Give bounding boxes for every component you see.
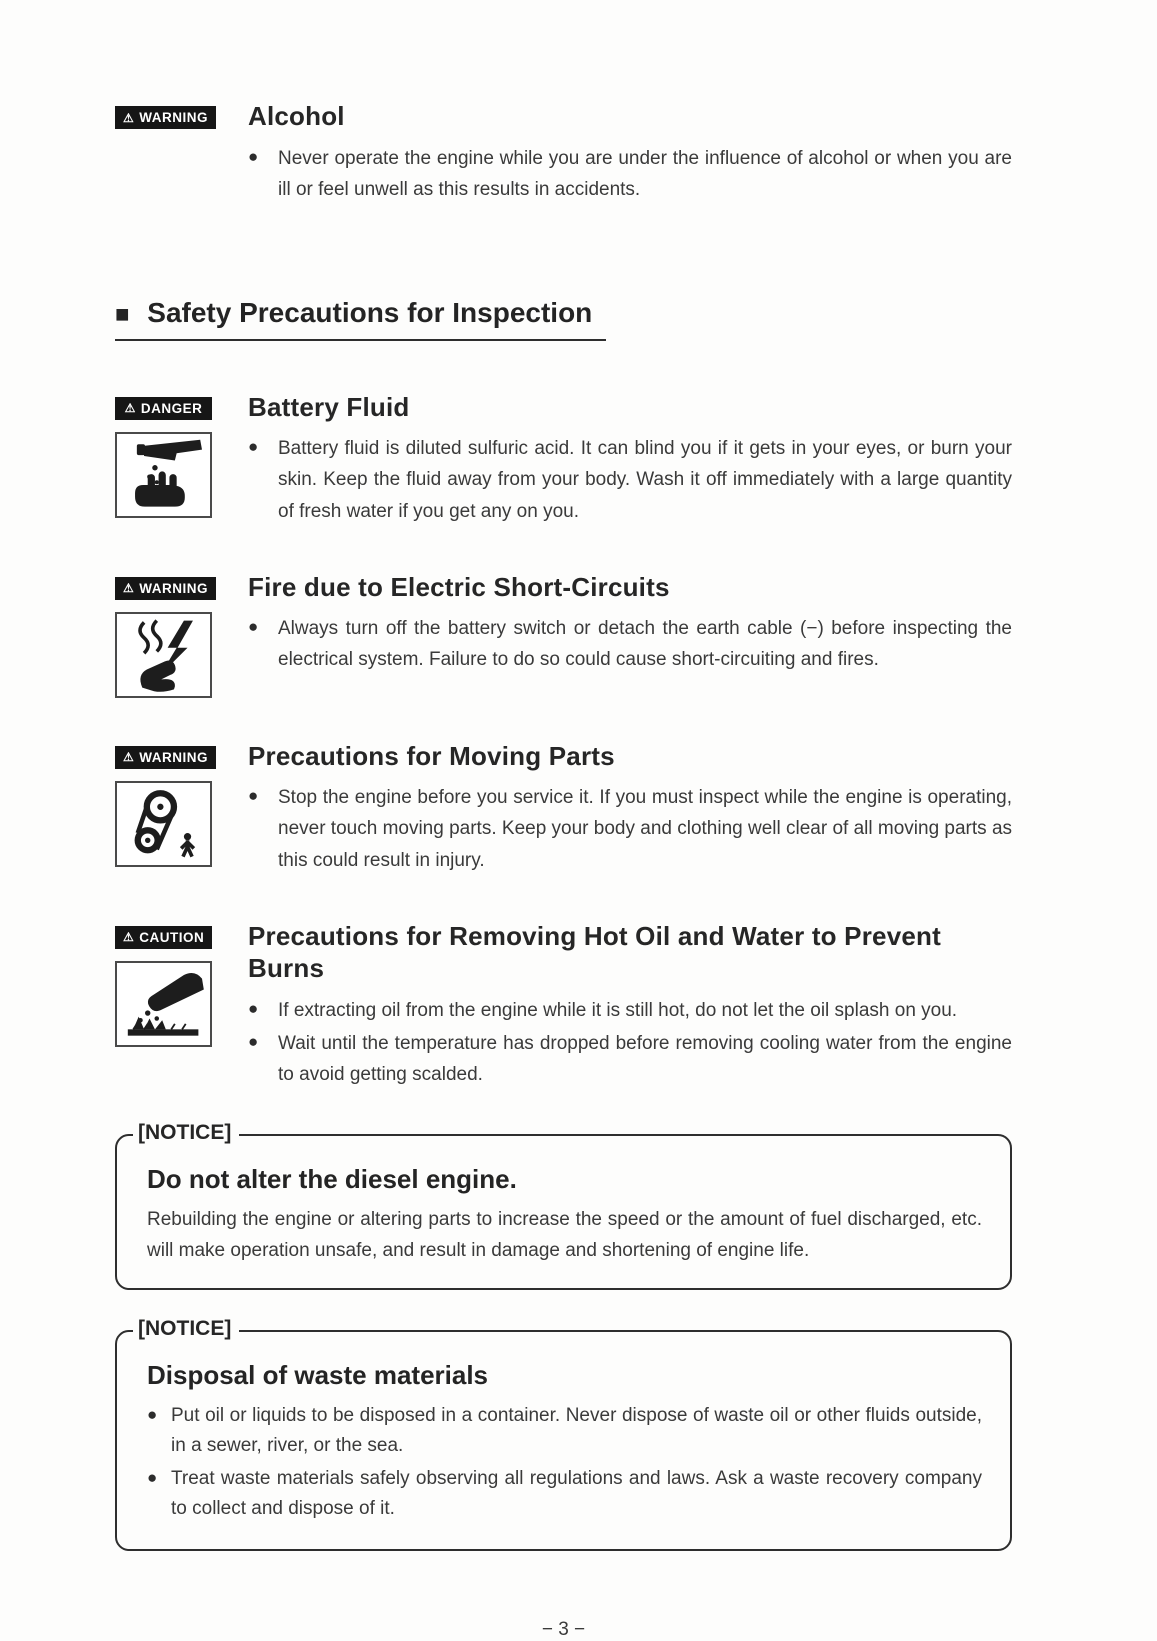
hazard-title: Precautions for Moving Parts: [248, 740, 615, 771]
section-heading: [115, 297, 606, 341]
danger-badge: [115, 397, 212, 420]
warning-triangle-icon: ⚠: [124, 401, 136, 416]
notice-box-alter-engine: [115, 1121, 1012, 1290]
bullet-icon: ●: [248, 146, 259, 166]
notice-title: Do not alter the diesel engine.: [147, 1164, 517, 1195]
bullet-icon: ●: [147, 1405, 158, 1424]
page-number: − 3 −: [541, 1618, 586, 1640]
badge-label: WARNING: [139, 580, 209, 596]
warning-badge: [115, 106, 216, 129]
hazard-bullet: [248, 1028, 1012, 1090]
warning-triangle-icon: ⚠: [123, 581, 135, 596]
hazard-content: [248, 740, 1012, 878]
hazard-bullet: [248, 995, 1012, 1026]
warning-badge: [115, 746, 216, 769]
notice-bullet: [147, 1401, 982, 1462]
hot-oil-burn-icon: [120, 966, 208, 1042]
hazard-title: Battery Fluid: [248, 391, 410, 422]
hazard-title: Alcohol: [248, 101, 345, 131]
hazard-content: [248, 100, 1012, 207]
hazard-content: [248, 920, 1012, 1092]
electric-short-circuit-icon: [120, 617, 208, 693]
notice-label: [NOTICE]: [133, 1121, 239, 1145]
hazard-pictogram-box: [115, 961, 212, 1047]
hazard-content: [248, 571, 1012, 678]
notice-title: Disposal of waste materials: [147, 1360, 489, 1390]
badge-column: [115, 920, 248, 1047]
hazard-item-alcohol: [115, 100, 1012, 207]
section-square-icon: ■: [115, 300, 130, 328]
warning-triangle-icon: ⚠: [123, 110, 135, 125]
badge-label: WARNING: [139, 110, 209, 125]
hazard-bullet: [248, 782, 1012, 875]
battery-acid-hand-icon: [120, 437, 208, 513]
warning-badge: [115, 577, 216, 600]
hazard-pictogram-box: [115, 612, 212, 698]
bullet-icon: ●: [248, 998, 259, 1018]
notice-box-waste-disposal: [115, 1317, 1012, 1551]
hazard-pictogram-box: [115, 432, 212, 518]
notice-bullet: [147, 1464, 982, 1525]
hazard-bullet-text: Battery fluid is diluted sulfuric acid. It can blind you if it gets in your eyes, or burn your skin. Keep the fluid away from your body. Wash it off immediately with a large quantity of fresh water if you get any on you.: [278, 438, 1012, 522]
hazard-pictogram-box: [115, 781, 212, 867]
hazard-item-moving-parts: [115, 740, 1012, 878]
hazard-bullet-text: Always turn off the battery switch or detach the earth cable (−) before inspecting the electrical system. Failure to do so could cause short-circuiting and fires.: [278, 618, 1012, 671]
bullet-icon: ●: [248, 617, 259, 637]
badge-label: WARNING: [139, 749, 209, 765]
section-heading-text: Safety Precautions for Inspection: [147, 296, 593, 328]
notice-bullet-text: Put oil or liquids to be disposed in a container. Never dispose of waste oil or other fluids outside, in a sewer, river, or the sea.: [171, 1405, 982, 1457]
badge-label: CAUTION: [139, 929, 205, 945]
hazard-title: Precautions for Removing Hot Oil and Water to Prevent Burns: [248, 920, 941, 984]
hazard-bullet: [248, 433, 1012, 526]
hazard-bullet: [248, 143, 1012, 205]
warning-triangle-icon: ⚠: [123, 930, 135, 945]
hazard-bullet-text: If extracting oil from the engine while it is still hot, do not let the oil splash on you.: [278, 999, 958, 1021]
hazard-bullet-text: Wait until the temperature has dropped before removing cooling water from the engine to avoid getting scalded.: [278, 1032, 1012, 1086]
badge-label: DANGER: [140, 400, 203, 416]
hazard-item-electric-fire: [115, 571, 1012, 698]
section-heading-wrap: [115, 297, 1012, 341]
hazard-title: Fire due to Electric Short-Circuits: [248, 571, 670, 602]
hazard-bullet: [248, 613, 1012, 675]
bullet-icon: ●: [248, 1031, 259, 1051]
bullet-icon: ●: [248, 786, 259, 806]
notice-label: [NOTICE]: [133, 1317, 239, 1341]
hazard-content: [248, 391, 1012, 529]
hazard-item-hot-oil: [115, 920, 1012, 1092]
caution-badge: [115, 926, 212, 949]
notice-body-text: Rebuilding the engine or altering parts to increase the speed or the amount of fuel discharged, etc. will make operation unsafe, and result in damage and shortening of engine life.: [147, 1209, 982, 1261]
badge-column: [115, 391, 248, 518]
hazard-bullet-text: Never operate the engine while you are under the influence of alcohol or when you are ill or feel unwell as this results in accidents.: [278, 147, 1012, 200]
bullet-icon: ●: [248, 437, 259, 457]
hazard-bullet-text: Stop the engine before you service it. If you must inspect while the engine is operating, never touch moving parts. Keep your body and clothing well clear of all moving parts as this could result in injury.: [278, 787, 1013, 871]
hazard-item-battery-fluid: [115, 391, 1012, 529]
notice-bullet-text: Treat waste materials safely observing all regulations and laws. Ask a waste recovery company to collect and dispose of it.: [171, 1467, 982, 1520]
badge-column: [115, 571, 248, 698]
badge-column: [115, 740, 248, 867]
moving-parts-icon: [120, 786, 208, 862]
warning-triangle-icon: ⚠: [123, 750, 135, 765]
bullet-icon: ●: [147, 1467, 158, 1487]
badge-column: [115, 100, 248, 129]
